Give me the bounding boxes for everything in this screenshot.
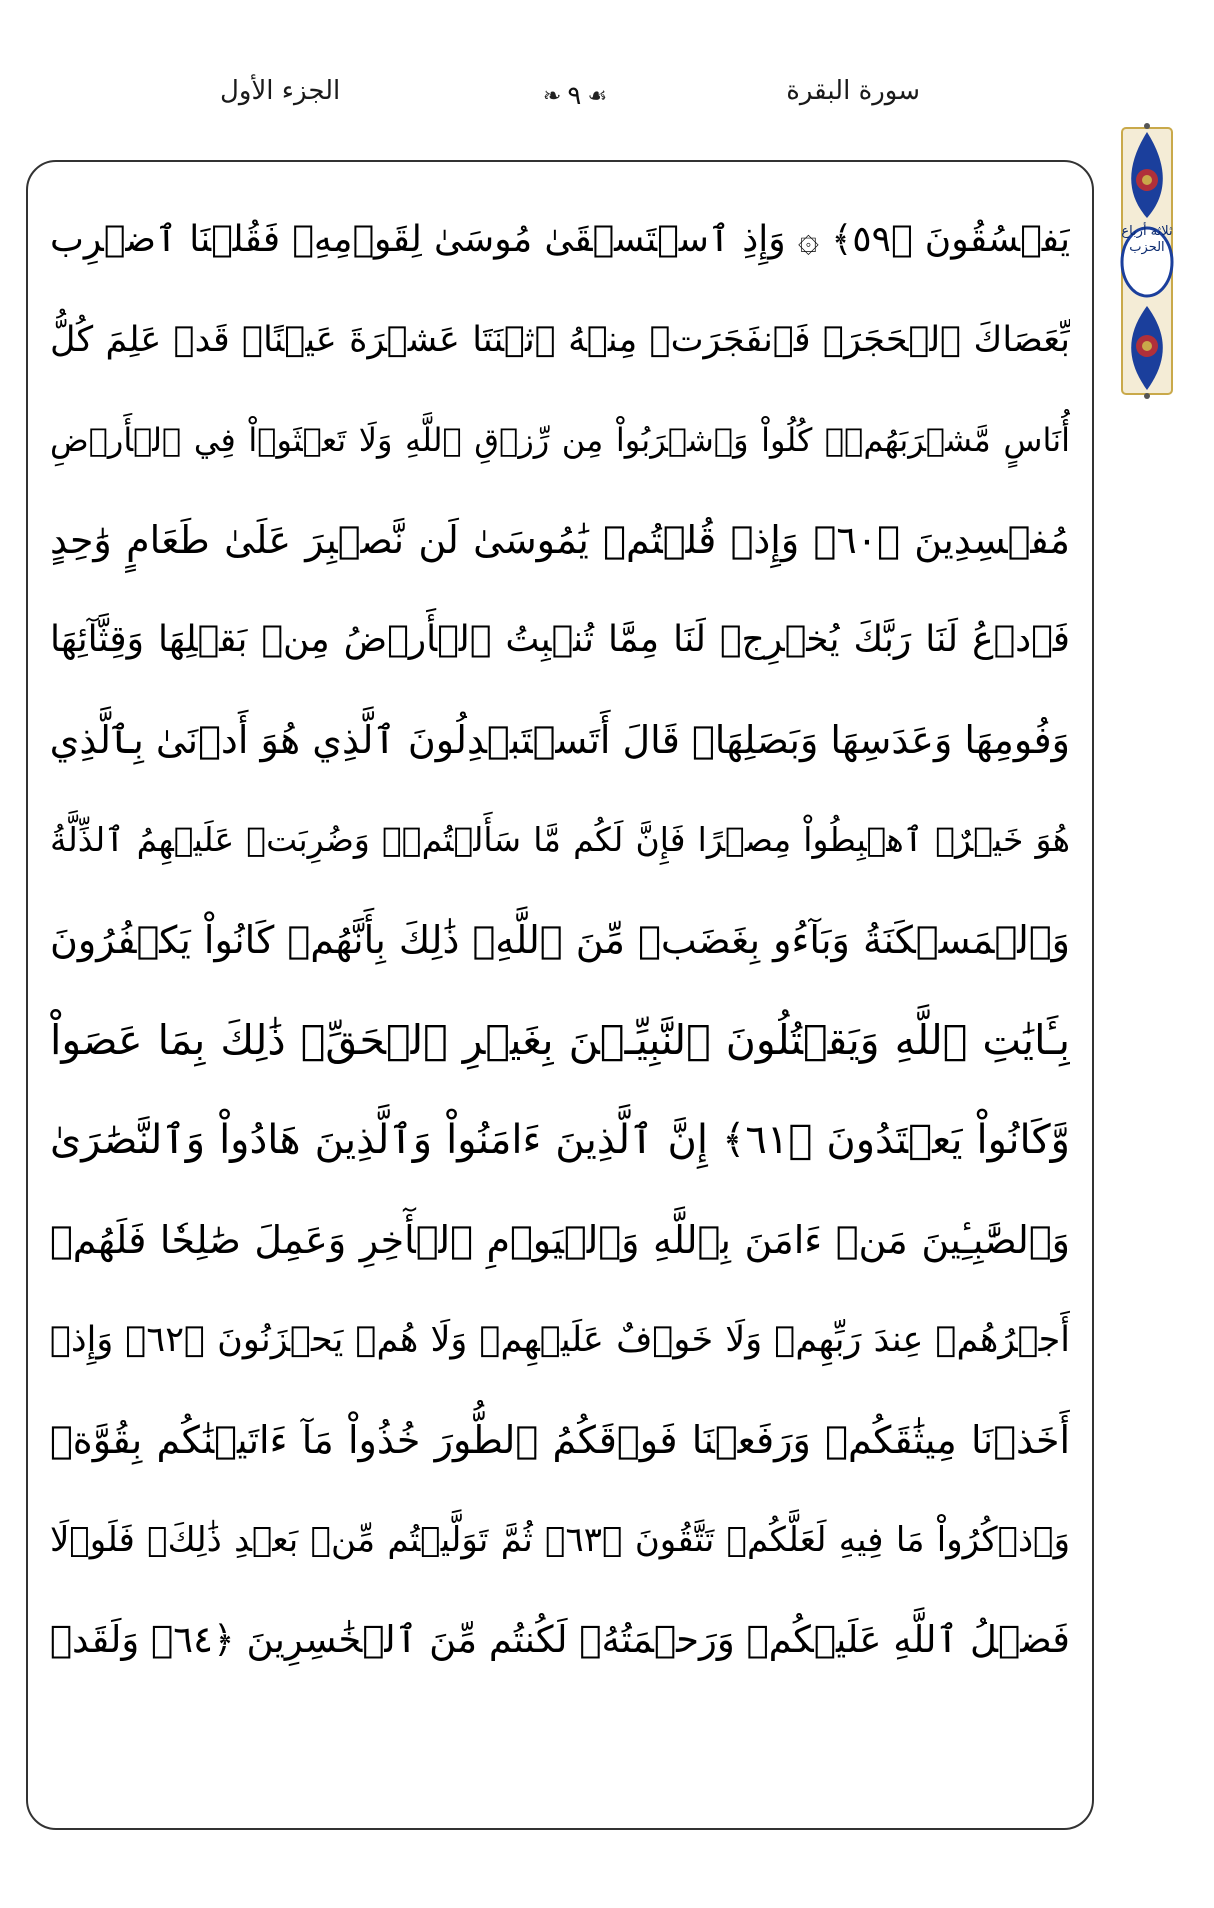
text-line: أَجۡرُهُمۡ عِندَ رَبِّهِمۡ وَلَا خَوۡفٌ عَلَيۡهِمۡ وَلَا هُمۡ يَحۡزَنُونَ ﴿٦٢﴾ وَإِذۡ xyxy=(50,1320,1070,1360)
hizb-label-line2: الحزب xyxy=(1129,240,1165,255)
hizb-label-line1: ثلاثة أرباع xyxy=(1121,224,1173,239)
text-line: فَضۡلُ ٱللَّهِ عَلَيۡكُمۡ وَرَحۡمَتُهُۥ لَكُنتُم مِّنَ ٱلۡخَٰسِرِينَ ﴿٦٤﴾ وَلَقَدۡ xyxy=(50,1618,1070,1661)
text-line: بِـَٔايَٰتِ ٱللَّهِ وَيَقۡتُلُونَ ٱلنَّبِيِّـۧنَ بِغَيۡرِ ٱلۡحَقِّۗ ذَٰلِكَ بِمَا عَصَواْ xyxy=(50,1016,1070,1064)
text-line: وَٱذۡكُرُواْ مَا فِيهِ لَعَلَّكُمۡ تَتَّقُونَ ﴿٦٣﴾ ثُمَّ تَوَلَّيۡتُم مِّنۢ بَعۡدِ ذَٰلِكَۖ فَلَوۡلَا xyxy=(50,1520,1070,1560)
page-number-right-flourish-icon: ☙ xyxy=(587,83,608,109)
quran-text-block xyxy=(50,190,1070,1690)
hizb-label xyxy=(1116,224,1178,256)
text-line: مُفۡسِدِينَ ﴿٦٠﴾ وَإِذۡ قُلۡتُمۡ يَٰمُوسَىٰ لَن نَّصۡبِرَ عَلَىٰ طَعَامٍ وَٰحِدٍ xyxy=(50,518,1070,562)
page-number-left-flourish-icon: ❧ xyxy=(542,83,562,109)
text-line: أُنَاسٍ مَّشۡرَبَهُمۡۖ كُلُواْ وَٱشۡرَبُواْ مِن رِّزۡقِ ٱللَّهِ وَلَا تَعۡثَوۡاْ فِي ٱلۡأَرۡضِ xyxy=(50,421,1070,459)
text-line: وَّكَانُواْ يَعۡتَدُونَ ﴿٦١﴾ إِنَّ ٱلَّذِينَ ءَامَنُواْ وَٱلَّذِينَ هَادُواْ وَٱلنَّصَٰرَىٰ xyxy=(50,1117,1070,1163)
page-number-ornament xyxy=(520,72,630,120)
page-number: ٩ xyxy=(567,81,582,111)
text-line: يَفۡسُقُونَ ﴿٥٩﴾ ۞ وَإِذِ ٱسۡتَسۡقَىٰ مُوسَىٰ لِقَوۡمِهِۦ فَقُلۡنَا ٱضۡرِب xyxy=(50,219,1070,260)
text-line: وَٱلۡمَسۡكَنَةُ وَبَآءُو بِغَضَبٖ مِّنَ ٱللَّهِۗ ذَٰلِكَ بِأَنَّهُمۡ كَانُواْ يَكۡفُرُونَ xyxy=(50,918,1070,962)
juz-title: الجزء الأول xyxy=(220,76,341,106)
page-header xyxy=(180,72,940,124)
text-line: وَٱلصَّٰبِـِٔينَ مَنۡ ءَامَنَ بِٱللَّهِ وَٱلۡيَوۡمِ ٱلۡأٓخِرِ وَعَمِلَ صَٰلِحٗا فَلَهُمۡ xyxy=(50,1218,1070,1262)
text-line: فَٱدۡعُ لَنَا رَبَّكَ يُخۡرِجۡ لَنَا مِمَّا تُنۢبِتُ ٱلۡأَرۡضُ مِنۢ بَقۡلِهَا وَقِثَّآئِهَا xyxy=(50,619,1070,660)
text-line: وَفُومِهَا وَعَدَسِهَا وَبَصَلِهَاۖ قَالَ أَتَسۡتَبۡدِلُونَ ٱلَّذِي هُوَ أَدۡنَىٰ بِٱلَّذِي xyxy=(50,718,1070,762)
text-line: أَخَذۡنَا مِيثَٰقَكُمۡ وَرَفَعۡنَا فَوۡقَكُمُ ٱلطُّورَ خُذُواْ مَآ ءَاتَيۡنَٰكُم بِقُوَّةٖ xyxy=(50,1418,1070,1462)
hizb-marker-ornament-icon xyxy=(1118,122,1176,400)
text-line: بِّعَصَاكَ ٱلۡحَجَرَۖ فَٱنفَجَرَتۡ مِنۡهُ ٱثۡنَتَا عَشۡرَةَ عَيۡنًاۖ قَدۡ عَلِمَ كُلُّ xyxy=(50,320,1070,360)
surah-title: سورة البقرة xyxy=(786,76,920,106)
text-line: هُوَ خَيۡرٌۚ ٱهۡبِطُواْ مِصۡرًا فَإِنَّ لَكُم مَّا سَأَلۡتُمۡۗ وَضُرِبَتۡ عَلَيۡهِمُ ٱلذِّلَّةُ xyxy=(50,820,1070,859)
